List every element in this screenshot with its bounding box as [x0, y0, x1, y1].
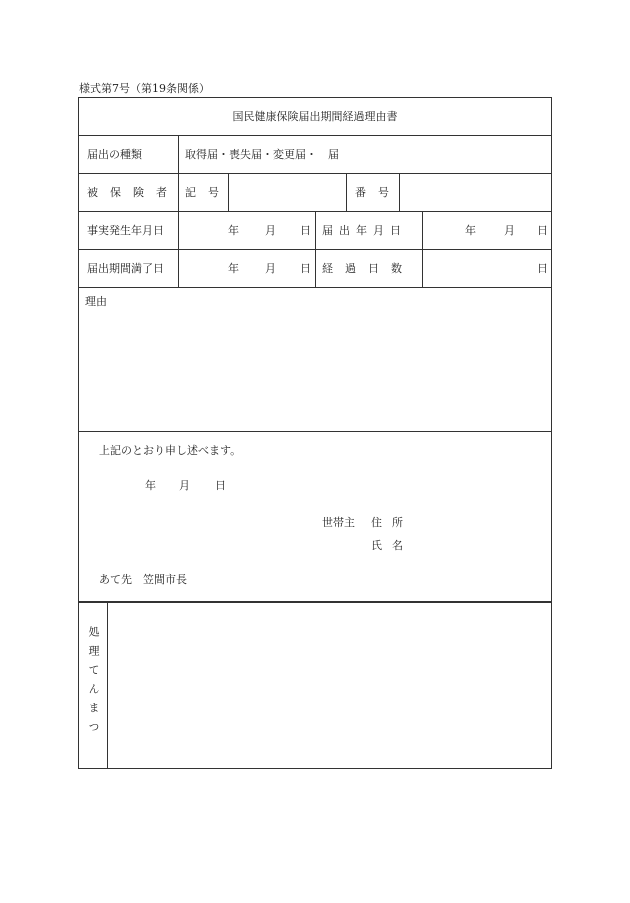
- occurrence-year-unit: 年: [228, 224, 239, 237]
- filing-year-unit: 年: [465, 224, 476, 237]
- addressee: あて先 笠間市長: [99, 573, 187, 586]
- form-title: 国民健康保険届出期間経過理由書: [232, 110, 398, 123]
- insured-label: 被保険者: [87, 186, 179, 199]
- rule-type: [79, 173, 551, 174]
- col-right-divider: [422, 211, 423, 287]
- rule-declaration: [79, 601, 551, 603]
- household-head-label: 世帯主: [322, 516, 355, 529]
- col-label-divider: [178, 135, 179, 287]
- col-symbol-value-divider: [346, 173, 347, 211]
- filing-month-unit: 月: [504, 224, 515, 237]
- processing-label: 処理てんまつ: [87, 626, 100, 740]
- deadline-day-unit: 日: [300, 262, 311, 275]
- occurrence-day-unit: 日: [300, 224, 311, 237]
- notification-type-label-text: 届出の種類: [87, 148, 142, 161]
- elapsed-day-unit: 日: [537, 262, 548, 275]
- reason-area[interactable]: [85, 312, 545, 424]
- symbol-value[interactable]: [228, 183, 346, 203]
- filing-day-unit: 日: [537, 224, 548, 237]
- processing-area[interactable]: [109, 605, 549, 765]
- reason-label: 理由: [85, 295, 107, 308]
- occurrence-month-unit: 月: [265, 224, 276, 237]
- notification-type-options: 取得届・喪失届・変更届・ 届: [185, 148, 339, 161]
- occurrence-date-label: 事実発生年月日: [87, 224, 164, 237]
- form-number: 様式第7号（第19条関係）: [79, 82, 210, 95]
- number-value[interactable]: [400, 183, 550, 203]
- deadline-month-unit: 月: [265, 262, 276, 275]
- deadline-year-unit: 年: [228, 262, 239, 275]
- rule-title: [79, 135, 551, 136]
- filing-date-label: 届出年月日: [322, 224, 407, 237]
- rule-dates2: [79, 287, 551, 288]
- rule-reason: [79, 431, 551, 432]
- declaration-day-unit: 日: [215, 479, 226, 492]
- form-frame: [78, 97, 552, 769]
- declaration-year-unit: 年: [145, 479, 156, 492]
- symbol-label: 記号: [185, 186, 231, 199]
- col-mid-divider: [315, 211, 316, 287]
- declaration-month-unit: 月: [179, 479, 190, 492]
- declaration-statement: 上記のとおり申し述べます。: [99, 444, 242, 457]
- col-processing-divider: [107, 603, 108, 768]
- number-label: 番号: [355, 186, 401, 199]
- deadline-date-label: 届出期間満了日: [87, 262, 164, 275]
- name-label: 氏名: [371, 539, 413, 552]
- notification-type-label: [87, 148, 171, 162]
- address-label: 住所: [371, 516, 413, 529]
- elapsed-days-label: 経過日数: [322, 262, 414, 275]
